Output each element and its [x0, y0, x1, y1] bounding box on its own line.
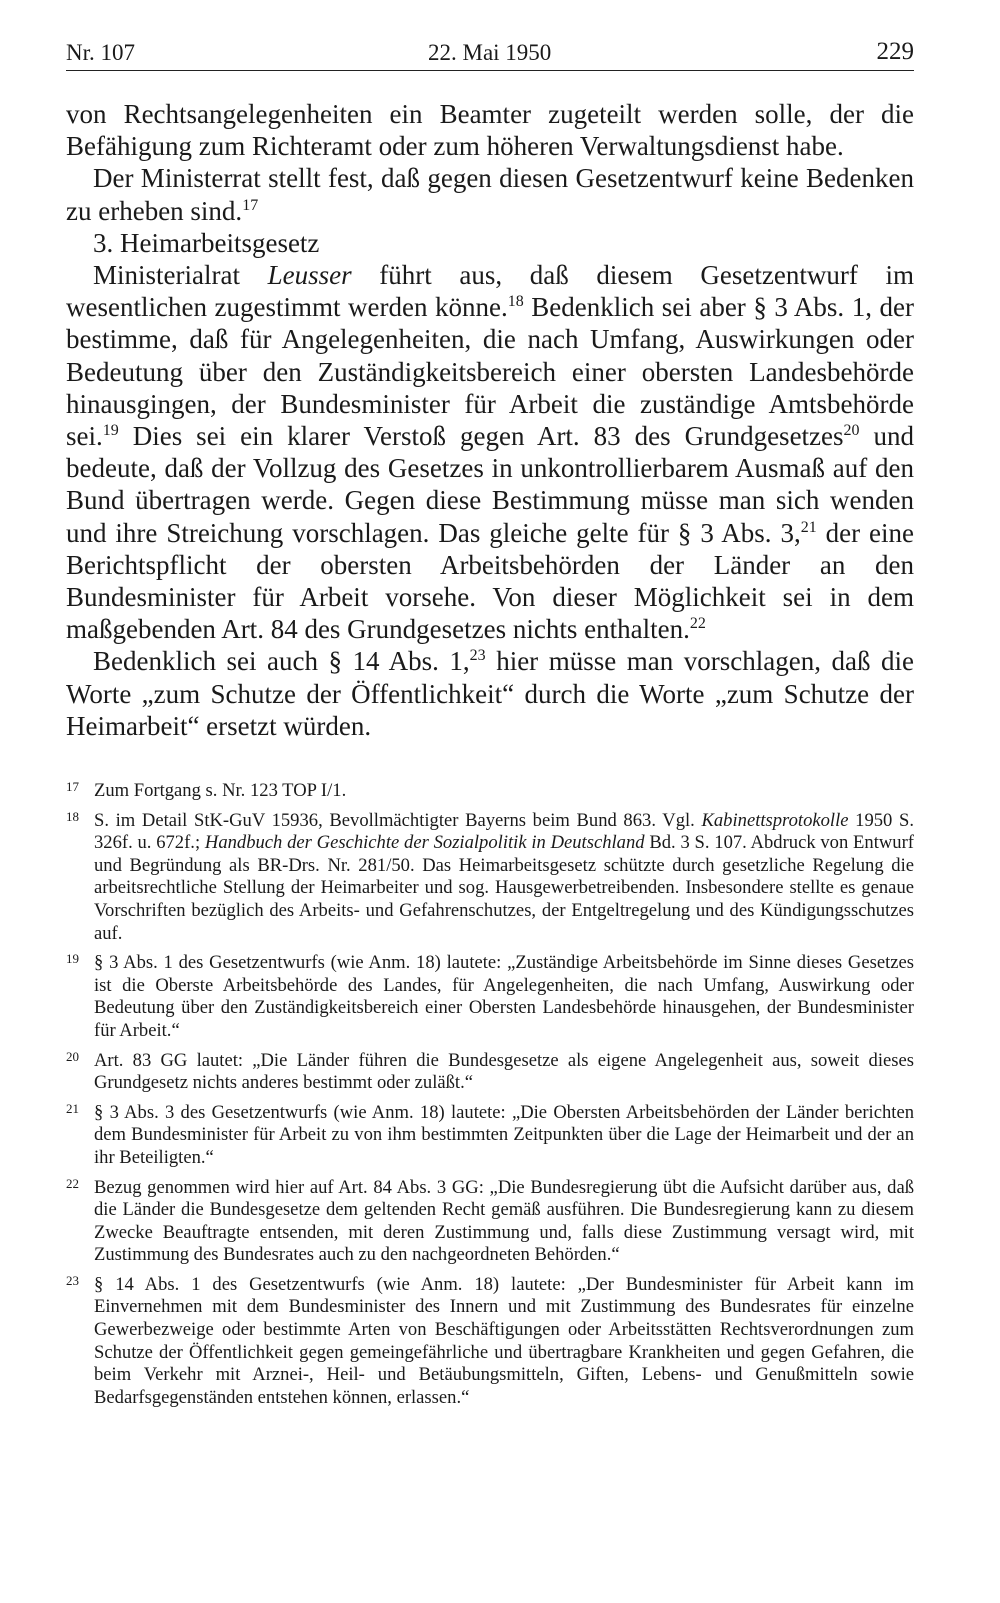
footnote-number: 18: [66, 808, 79, 824]
footnote-ref-17[interactable]: 17: [242, 196, 259, 214]
footnote-23: 23 § 14 Abs. 1 des Gesetzentwurfs (wie Anm. 18) lautete: „Der Bundesminister für Arbeit kann im Einvernehmen mit dem Bundesminister des Innern und mit Zustimmung des Bundesrates für einzelne Gewerbezweige oder bestimmte Arten von Beschäftigungen oder Arbeitsstätten Rechtsverordnungen zum Schutze der Öffentlichkeit gegen gemeingefährliche und übertragbare Krankheiten und gegen Gefahren, die beim Verkehr mit Arznei-, Heil- und Betäubungsmitteln, Giften, Lebens- und Genußmitteln sowie Bedarfsgegenständen entstehen können, erlassen.“: [66, 1274, 914, 1410]
footnote-ref-21[interactable]: 21: [800, 518, 817, 536]
footnotes: [66, 780, 914, 1416]
footnote-number: 23: [66, 1272, 79, 1288]
footnote-number: 17: [66, 779, 79, 794]
paragraph-2: Der Ministerrat stellt fest, daß gegen diesen Gesetzentwurf keine Bedenken zu erheben sind.$^{17}$: [66, 163, 914, 226]
footnote-ref-22[interactable]: 22: [689, 615, 706, 633]
paragraph-4: Bedenklich sei auch § 14 Abs. 1,23 hier müsse man vorschlagen, daß die Worte „zum Schutze der Öffentlichkeit“ durch die Worte „zum Schutze der Heimarbeit“ ersetzt würden.: [66, 646, 914, 741]
footnote-22: 22 Bezug genommen wird hier auf Art. 84 Abs. 3 GG: „Die Bundesregierung übt die Aufsicht darüber aus, daß die Länder die Bundesgesetze dem geltenden Recht gemäß ausführen. Die Bundesregierung kann zu diesem Zwecke Beauftragte entsenden, mit deren Zustimmung und, falls diese Zustimmung versagt wird, mit Zustimmung des Bundesrates auch zu den nachgeordneten Behörden.“: [66, 1177, 914, 1267]
footnote-18: 18 S. im Detail StK-GuV 15936, Bevollmächtigter Bayerns beim Bund 863. Vgl. Kabinettsprotokolle 1950 S. 326f. u. 672f.; Handbuch der Geschichte der Sozialpolitik in Deutschland Bd. 3 S. 107. Abdruck von Entwurf und Begründung als BR-Drs. Nr. 281/50. Das Heimarbeitsgesetz schützte durch gesetzliche Regelung die arbeitsrechtliche Stellung der Heimarbeiter und sog. Hausgewerbetreibenden. Insbesondere stellte es genaue Vorschriften bezüglich des Arbeits- und Gefahrenschutzes, der Entgeltregelung und des Kündigungsschutzes auf.: [66, 810, 914, 946]
paragraph-3: Ministerialrat Leusser führt aus, daß diesem Gesetzentwurf im wesentlichen zugestimmt werden könne.$^{18}$ Bedenklich sei aber § 3 Abs. 1, der bestimme, daß für Angelegenheiten, die nach Umfang, Auswirkungen oder Bedeutung über den Zuständigkeitsbereich einer obersten Landesbehörde hinausgingen, der Bundesminister für Arbeit die zuständige Amtsbehörde sei.$^{19}$ Dies sei ein klarer Verstoß gegen Art. 83 des Grundgesetzes$^{20}$ und bedeute, daß der Vollzug des Gesetzes in unkontrollierbarem Ausmaß auf den Bund übertragen werde. Gegen diese Bestimmung müsse man sich wenden und ihre Streichung vorschlagen. Das gleiche gelte für § 3 Abs. 3,21 der eine Berichtspflicht der obersten Arbeitsbehörden der Länder an den Bundesminister für Arbeit vorsehe. Von dieser Möglichkeit sei in dem maßgebenden Art. 84 des Grundgesetzes nichts enthalten.$^{22}$: [66, 260, 915, 645]
main-text: [66, 98, 914, 742]
footnote-20: 20 Art. 83 GG lautet: „Die Länder führen die Bundesgesetze als eigene Angelegenheit aus, soweit dieses Grundgesetz nichts anderes bestimmt oder zuläßt.“: [66, 1050, 914, 1095]
running-header: [66, 34, 914, 71]
section-heading: 3. Heimarbeitsgesetz: [93, 227, 320, 258]
person-name: Leusser: [267, 260, 352, 291]
footnote-number: 19: [66, 951, 79, 967]
document-number: Nr. 107: [66, 40, 135, 65]
page-number: 229: [876, 38, 914, 65]
footnote-ref-20[interactable]: 20: [843, 422, 860, 440]
footnote-21: 21 § 3 Abs. 3 des Gesetzentwurfs (wie Anm. 18) lautete: „Die Obersten Arbeitsbehörden der Länder berichten dem Bundesminister für Arbeit zu von ihm bestimmten Zeitpunkten über die Lage der Heimarbeit und der an ihr Beteiligten.“: [66, 1102, 914, 1170]
footnote-number: 20: [66, 1048, 79, 1064]
document-date: 22. Mai 1950: [428, 40, 552, 65]
footnote-ref-18[interactable]: 18: [507, 293, 524, 311]
footnote-17: 17 Zum Fortgang s. Nr. 123 TOP I/1.: [66, 780, 914, 803]
footnote-number: 21: [66, 1100, 79, 1116]
paragraph-1: von Rechtsangelegenheiten ein Beamter zugeteilt werden solle, der die Befähigung zum Richteramt oder zum höheren Verwaltungsdienst habe.: [66, 99, 914, 162]
footnote-ref-23[interactable]: 23: [469, 647, 486, 665]
footnote-ref-19[interactable]: 19: [102, 422, 119, 440]
footnote-19: 19 § 3 Abs. 1 des Gesetzentwurfs (wie Anm. 18) lautete: „Zuständige Arbeitsbehörde im Sinne dieses Gesetzes ist die Oberste Arbeitsbehörde des Landes, für Angelegenheiten, die nach Umfang, Auswirkung oder Bedeutung über den Zuständigkeitsbereich einer Obersten Landesbehörde hinausgehen, der Bundesminister für Arbeit.“: [66, 952, 914, 1042]
footnote-number: 22: [66, 1175, 79, 1191]
